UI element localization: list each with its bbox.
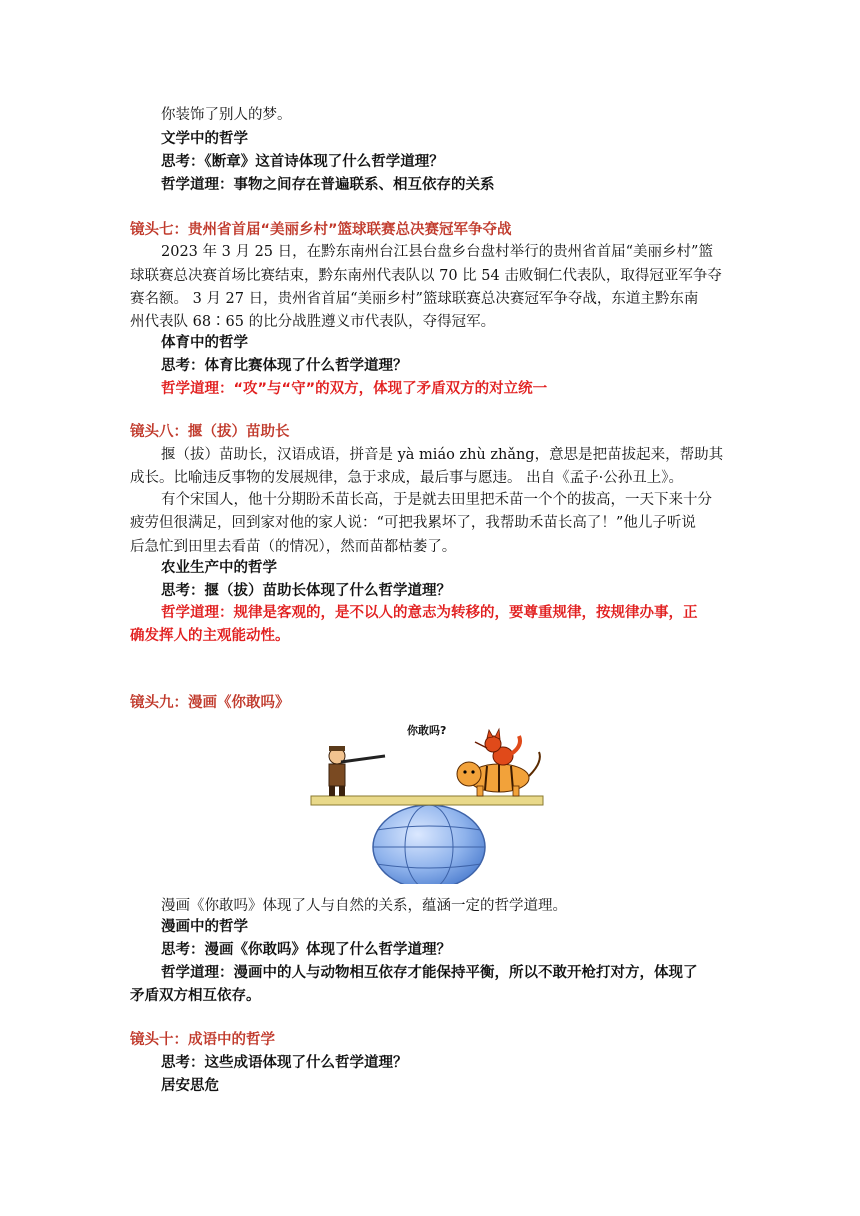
question-idioms: 思考：这些成语体现了什么哲学道理？ <box>161 1055 408 1071</box>
paragraph-line: 有个宋国人，他十分期盼禾苗长高，于是就去田里把禾苗一个个的拔高，一天下来十分 <box>161 492 712 508</box>
paragraph-line: 成长。比喻违反事物的发展规律，急于求成，最后事与愿违。 出自《孟子·公孙丑上》。 <box>130 470 683 486</box>
question-cartoon: 思考：漫画《你敢吗》体现了什么哲学道理？ <box>161 942 451 958</box>
topic-cartoon: 漫画中的哲学 <box>161 919 248 935</box>
paragraph-line: 赛名额。 3 月 27 日，贵州省首届“美丽乡村”篮球联赛总决赛冠军争夺战，东道主黔东南 <box>130 291 699 307</box>
answer-sports: 哲学道理：“攻”与“守”的双方，体现了矛盾双方的对立统一 <box>161 381 548 397</box>
answer-cartoon-line-2: 矛盾双方相互依存。 <box>130 988 261 1004</box>
answer-cartoon-line-1: 哲学道理：漫画中的人与动物相互依存才能保持平衡，所以不敢开枪打对方，体现了 <box>161 965 698 981</box>
fox-icon <box>475 729 520 765</box>
heading-shot-10: 镜头十：成语中的哲学 <box>130 1032 275 1048</box>
balance-plank <box>311 796 543 805</box>
topic-agriculture: 农业生产中的哲学 <box>161 560 277 576</box>
paragraph-line: 州代表队 68∶65 的比分战胜遵义市代表队，夺得冠军。 <box>130 314 496 330</box>
question-agriculture: 思考：揠（拔）苗助长体现了什么哲学道理？ <box>161 583 451 599</box>
idiom-item: 居安思危 <box>161 1078 219 1094</box>
cartoon-illustration <box>307 712 552 884</box>
answer-agriculture-line-1: 哲学道理：规律是客观的，是不以人的意志为转移的，要尊重规律，按规律办事，正 <box>161 605 698 621</box>
question-sports: 思考：体育比赛体现了什么哲学道理？ <box>161 358 408 374</box>
cartoon-speech: 你敢吗? <box>407 724 447 737</box>
paragraph-line: 后急忙到田里去看苗（的情况），然而苗都枯萎了。 <box>130 539 457 555</box>
heading-shot-7: 镜头七：贵州省首届“美丽乡村”篮球联赛总决赛冠军争夺战 <box>130 222 512 238</box>
heading-shot-8: 镜头八：揠（拔）苗助长 <box>130 424 290 440</box>
paragraph-line: 揠（拔）苗助长，汉语成语，拼音是 yà miáo zhù zhǎng，意思是把苗拔起来，帮助其 <box>161 447 724 463</box>
answer-poem: 哲学道理：事物之间存在普遍联系、相互依存的关系 <box>161 177 495 193</box>
heading-shot-9: 镜头九：漫画《你敢吗》 <box>130 695 290 711</box>
topic-sports: 体育中的哲学 <box>161 335 248 351</box>
paragraph-line: 疲劳但很满足，回到家对他的家人说：“可把我累坏了，我帮助禾苗长高了！”他儿子听说 <box>130 515 696 531</box>
answer-agriculture-line-2: 确发挥人的主观能动性。 <box>130 628 290 644</box>
topic-literature: 文学中的哲学 <box>161 131 248 147</box>
paragraph-line: 球联赛总决赛首场比赛结束，黔东南州代表队以 70 比 54 击败铜仁代表队，取得冠亚军争夺 <box>130 268 722 284</box>
globe-icon <box>373 805 485 884</box>
poem-line: 你装饰了别人的梦。 <box>161 107 292 123</box>
cartoon-description: 漫画《你敢吗》体现了人与自然的关系，蕴涵一定的哲学道理。 <box>161 898 567 914</box>
question-poem: 思考：《断章》这首诗体现了什么哲学道理？ <box>161 154 444 170</box>
hunter-icon <box>329 746 385 796</box>
paragraph-line: 2023 年 3 月 25 日，在黔东南州台江县台盘乡台盘村举行的贵州省首届“美丽乡村”篮 <box>161 244 713 260</box>
